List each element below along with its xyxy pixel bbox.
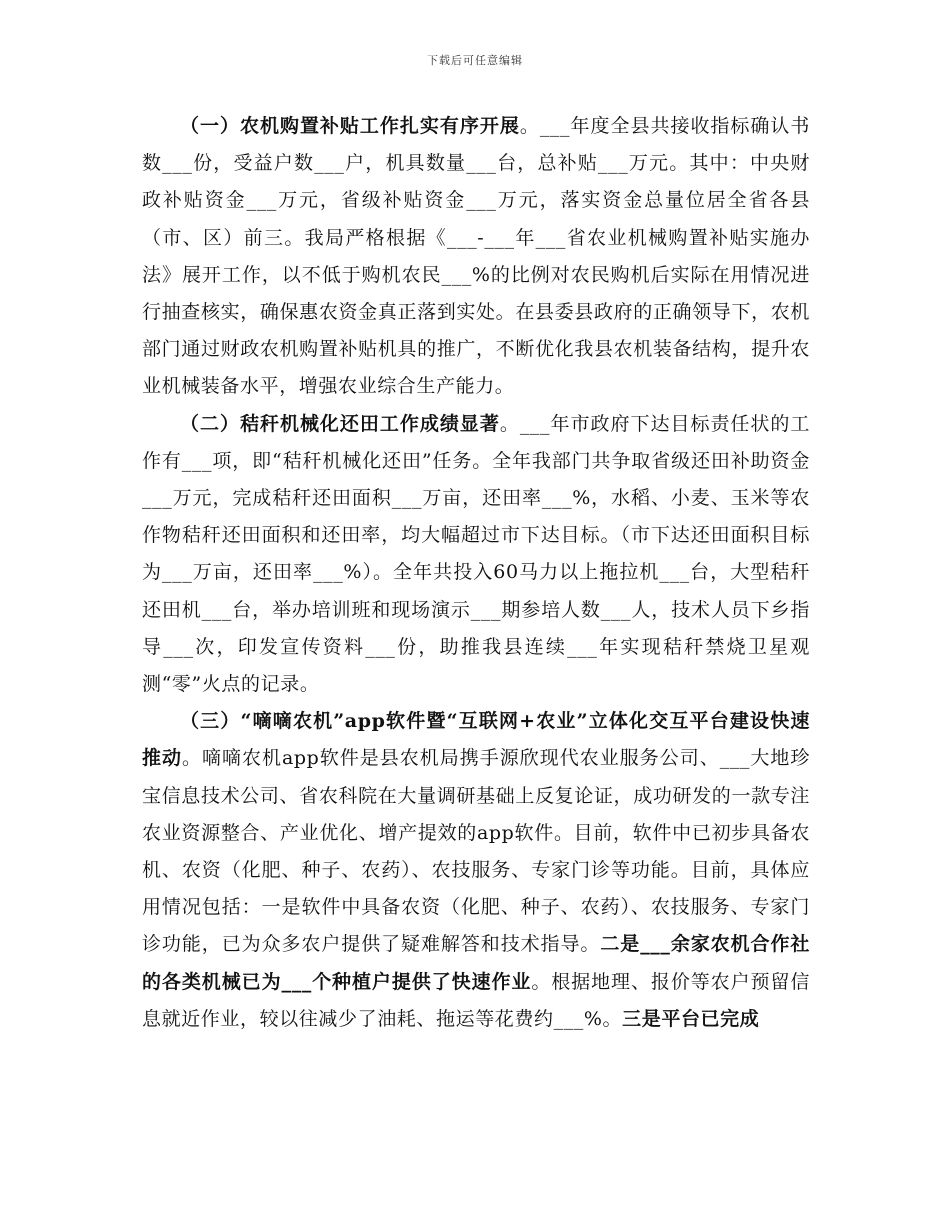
paragraph-bold-point: 三是平台已完成 [622,1007,760,1030]
paragraph-heading: （二）秸秆机械化还田工作成绩显著 [180,412,500,435]
page-header: 下载后可任意编辑 [427,54,523,67]
paragraph-bold-point: 二是___余家农机合作社的各类机械已为___个种植户提供了快速作业 [142,933,810,993]
document-body [142,108,810,1038]
paragraph-straw-return [142,406,810,704]
paragraph-text: 。___年市政府下达目标责任状的工作有___项，即“秸秆机械化还田”任务。全年我部门共争取省级还田补助资金___万元，完成秸秆还田面积___万亩，还田率___%，水稻、小麦、玉米等农作物秸秆还田面积和还田率，均大幅超过市下达目标。（市下达还田面积目标为___万亩，还田率___%）。全年共投入60马力以上拖拉机___台，大型秸秆还田机___台，举办培训班和现场演示___期参培人数___人，技术人员下乡指导___次，印发宣传资料___份，助推我县连续___年实现秸秆禁烧卫星观测“零”火点的记录。 [142,412,810,696]
paragraph-text: 。根据地理、报价等农户预留信息就近作业，较以往减少了油耗、拖运等花费约___%。 [142,970,810,1030]
paragraph-heading: （三）“嘀嘀农机”app软件暨“互联网+农业”立体化交互平台建设快速推动 [142,710,810,770]
paragraph-didi-nongji-app [142,703,810,1038]
paragraph-text: 。___年度全县共接收指标确认书数___份，受益户数___户，机具数量___台，总补贴___万元。其中：中央财政补贴资金___万元，省级补贴资金___万元，落实资金总量位居全省各县（市、区）前三。我局严格根据《___-___年___省农业机械购置补贴实施办法》展开工作，以不低于购机农民___%的比例对农民购机后实际在用情况进行抽查核实，确保惠农资金真正落到实处。在县委县政府的正确领导下，农机部门通过财政农机购置补贴机具的推广，不断优化我县农机装备结构，提升农业机械装备水平，增强农业综合生产能力。 [142,115,810,398]
paragraph-text: 。嘀嘀农机app软件是县农机局携手源欣现代农业服务公司、___大地珍宝信息技术公司、省农科院在大量调研基础上反复论证，成功研发的一款专注农业资源整合、产业优化、增产提效的app软件。目前，软件中已初步具备农机、农资（化肥、种子、农药）、农技服务、专家门诊等功能。目前，具体应用情况包括：一是软件中具备农资（化肥、种子、农药）、农技服务、专家门诊功能，已为众多农户提供了疑难解答和技术指导。 [142,747,810,956]
paragraph-agri-machinery-subsidy [142,108,810,406]
paragraph-heading: （一）农机购置补贴工作扎实有序开展 [180,115,520,137]
